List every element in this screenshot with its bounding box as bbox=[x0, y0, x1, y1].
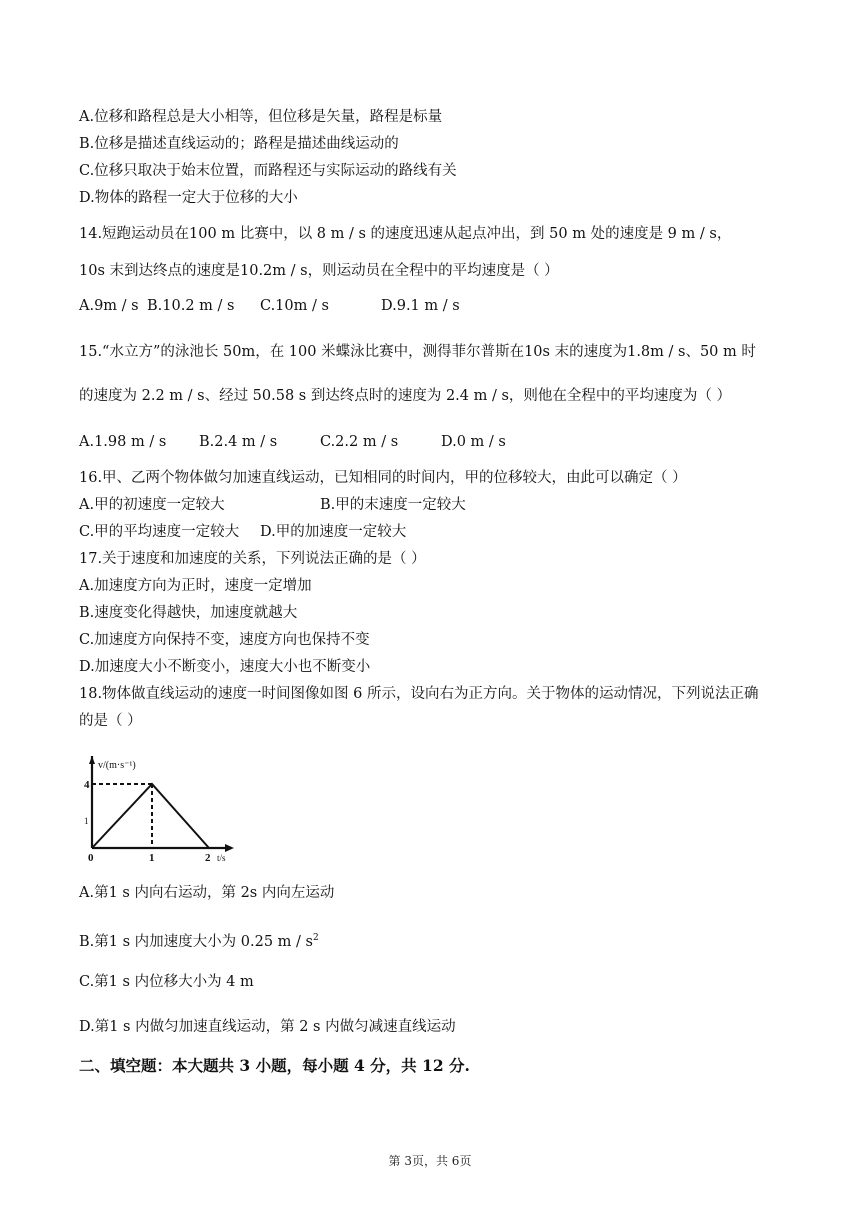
q18-option-d: D.第1 s 内做匀加速直线运动，第 2 s 内做匀减速直线运动 bbox=[79, 1019, 456, 1035]
graph-y-tick-4: 4 bbox=[84, 779, 90, 791]
q17-stem: 17.关于速度和加速度的关系，下列说法正确的是（ ） bbox=[79, 551, 426, 567]
graph-velocity-line bbox=[92, 784, 209, 848]
q13-option-a: A.位移和路程总是大小相等，但位移是矢量，路程是标量 bbox=[79, 109, 443, 125]
q13-option-d: D.物体的路程一定大于位移的大小 bbox=[79, 190, 298, 206]
q16-stem: 16.甲、乙两个物体做匀加速直线运动，已知相同的时间内，甲的位移较大，由此可以确定（ ） bbox=[79, 470, 687, 486]
page-footer: 第 3页，共 6页 bbox=[388, 1154, 472, 1168]
graph-y-tick-1: 1 bbox=[84, 816, 89, 826]
q16-option-c: C.甲的平均速度一定较大 bbox=[79, 524, 240, 540]
y-axis-arrow bbox=[89, 756, 95, 764]
q14-option-a: A.9m / s bbox=[79, 298, 139, 314]
q16-option-a: A.甲的初速度一定较大 bbox=[79, 497, 225, 513]
q13-option-b: B.位移是描述直线运动的；路程是描述曲线运动的 bbox=[79, 136, 399, 152]
q17-option-b: B.速度变化得越快，加速度就越大 bbox=[79, 605, 298, 621]
q15-option-b: B.2.4 m / s bbox=[199, 434, 278, 450]
q14-option-b: B.10.2 m / s bbox=[147, 298, 235, 314]
q18-stem-line1: 18.物体做直线运动的速度一时间图像如图 6 所示，设向右为正方向。关于物体的运动情况，下列说法正确 bbox=[79, 686, 759, 702]
q15-option-a: A.1.98 m / s bbox=[79, 434, 167, 450]
q16-option-b: B.甲的末速度一定较大 bbox=[320, 497, 466, 513]
q14-stem-line2: 10s 末到达终点的速度是10.2m / s，则运动员在全程中的平均速度是（ ） bbox=[79, 263, 559, 279]
q18-option-c: C.第1 s 内位移大小为 4 m bbox=[79, 974, 254, 990]
graph-x-tick-0: 0 bbox=[88, 852, 94, 864]
q15-stem-line1: 15.“水立方”的泳池长 50m，在 100 米蝶泳比赛中，测得菲尔普斯在10s 末的速度为1.8m / s、50 m 时 bbox=[79, 344, 756, 360]
q18-stem-line2: 的是（ ） bbox=[79, 713, 142, 729]
q18-option-a: A.第1 s 内向右运动，第 2s 内向左运动 bbox=[79, 885, 335, 901]
q17-option-c: C.加速度方向保持不变，速度方向也保持不变 bbox=[79, 632, 370, 648]
x-axis-arrow bbox=[225, 844, 234, 852]
graph-x-tick-1: 1 bbox=[149, 852, 155, 864]
q18-option-b-row bbox=[79, 928, 319, 952]
q15-option-c: C.2.2 m / s bbox=[320, 434, 399, 450]
graph-x-label: t/s bbox=[217, 853, 226, 863]
q15-stem-line2: 的速度为 2.2 m / s、经过 50.58 s 到达终点时的速度为 2.4 m / s，则他在全程中的平均速度为（ ） bbox=[79, 388, 732, 404]
q18-option-b-exponent: 2 bbox=[312, 933, 319, 943]
q17-option-d: D.加速度大小不断变小，速度大小也不断变小 bbox=[79, 659, 371, 675]
velocity-time-graph bbox=[84, 748, 244, 866]
q14-option-c: C.10m / s bbox=[260, 298, 329, 314]
section-heading-fill-in: 二、填空题：本大题共 3 小题，每小题 4 分，共 12 分. bbox=[79, 1056, 470, 1075]
q18-option-b: B.第1 s 内加速度大小为 0.25 m / s bbox=[79, 933, 313, 950]
q13-option-c: C.位移只取决于始末位置，而路程还与实际运动的路线有关 bbox=[79, 163, 457, 179]
graph-x-tick-2: 2 bbox=[205, 852, 211, 864]
q14-stem-line1: 14.短跑运动员在100 m 比赛中，以 8 m / s 的速度迅速从起点冲出，到 50 m 处的速度是 9 m / s， bbox=[79, 226, 732, 242]
q14-option-d: D.9.1 m / s bbox=[381, 298, 460, 314]
q15-option-d: D.0 m / s bbox=[441, 434, 506, 450]
q17-option-a: A.加速度方向为正时，速度一定增加 bbox=[79, 578, 312, 594]
q16-option-d: D.甲的加速度一定较大 bbox=[260, 524, 407, 540]
graph-y-label: v/(m·s⁻¹) bbox=[98, 760, 136, 771]
